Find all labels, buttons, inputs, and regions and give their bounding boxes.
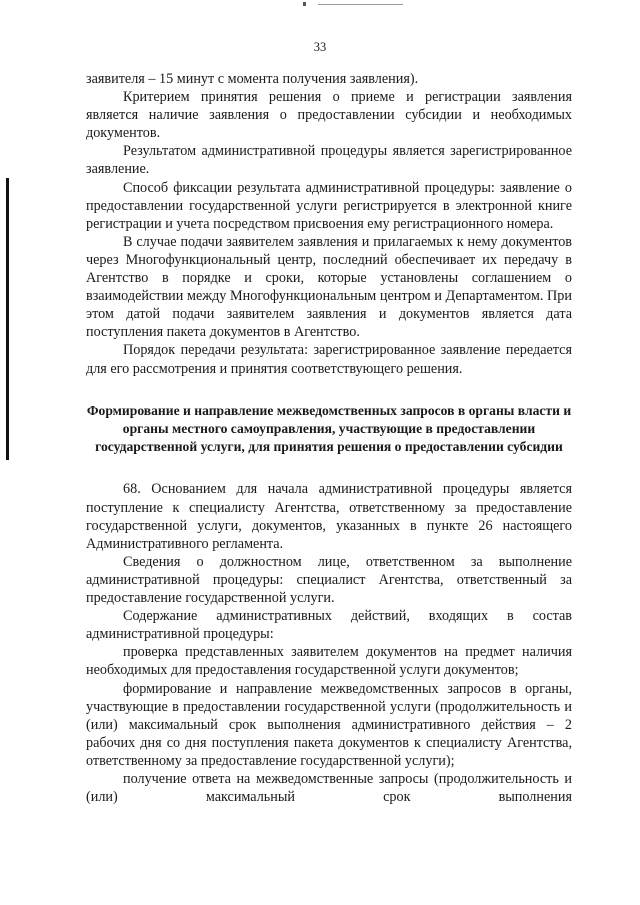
paragraph: 68. Основанием для начала административной процедуры является поступление к специалисту Агентства, ответственному за предоставление государственной услуги, документов, указанных в пункте 26 настоящего Административного регламента.	[86, 481, 572, 552]
paragraph: формирование и направление межведомственных запросов в органы, участвующие в предоставлении государственной услуги (продолжительность и (или) максимальный срок выполнения административного действия – 2 рабочих дня со дня поступления пакета документов к специалисту Агентства, ответственному за предоставление государственной услуги);	[86, 680, 572, 769]
paragraph: Порядок передачи результата: зарегистрированное заявление передается для его рассмотрения и принятия соответствующего решения.	[86, 342, 572, 377]
paragraph: Содержание административных действий, входящих в состав административной процедуры:	[86, 608, 572, 643]
scan-artifact-dot	[303, 2, 306, 6]
scan-artifact	[318, 4, 403, 5]
page-number: 33	[313, 40, 327, 54]
paragraph: Результатом административной процедуры является зарегистрированное заявление.	[86, 143, 572, 178]
scan-margin-bar	[6, 178, 9, 460]
paragraph: проверка представленных заявителем документов на предмет наличия необходимых для предоставления государственной услуги документов;	[86, 644, 572, 679]
paragraph: заявителя – 15 минут с момента получения заявления).	[86, 71, 419, 87]
paragraph: Способ фиксации результата административной процедуры: заявление о предоставлении государственной услуги регистрируется в электронной книге регистрации и учета посредством присвоения ему регистрационного номера.	[86, 179, 572, 232]
paragraph: Критерием принятия решения о приеме и регистрации заявления является наличие заявления о предоставлении субсидии и необходимых документов.	[86, 89, 572, 142]
paragraph: Сведения о должностном лице, ответственном за выполнение административной процедуры: специалист Агентства, ответственный за предоставление государственной услуги.	[86, 553, 572, 607]
paragraph: получение ответа на межведомственные запросы (продолжительность и (или) максимальный срок выполнения	[86, 770, 572, 806]
section-heading: Формирование и направление межведомственных запросов в органы власти и органы местного самоуправления, участвующие в предоставлении государственной услуги, для принятия решения о предоставлении субсидии	[86, 402, 572, 455]
document-body	[86, 70, 572, 806]
paragraph: В случае подачи заявителем заявления и прилагаемых к нему документов через Многофункциональный центр, последний обеспечивает их передачу в Агентство в порядке и сроки, которые установлены соглашением о взаимодействии между Многофункциональным центром и Департаментом. При этом датой подачи заявителем заявления и документов является дата поступления пакета документов в Агентство.	[86, 233, 572, 341]
